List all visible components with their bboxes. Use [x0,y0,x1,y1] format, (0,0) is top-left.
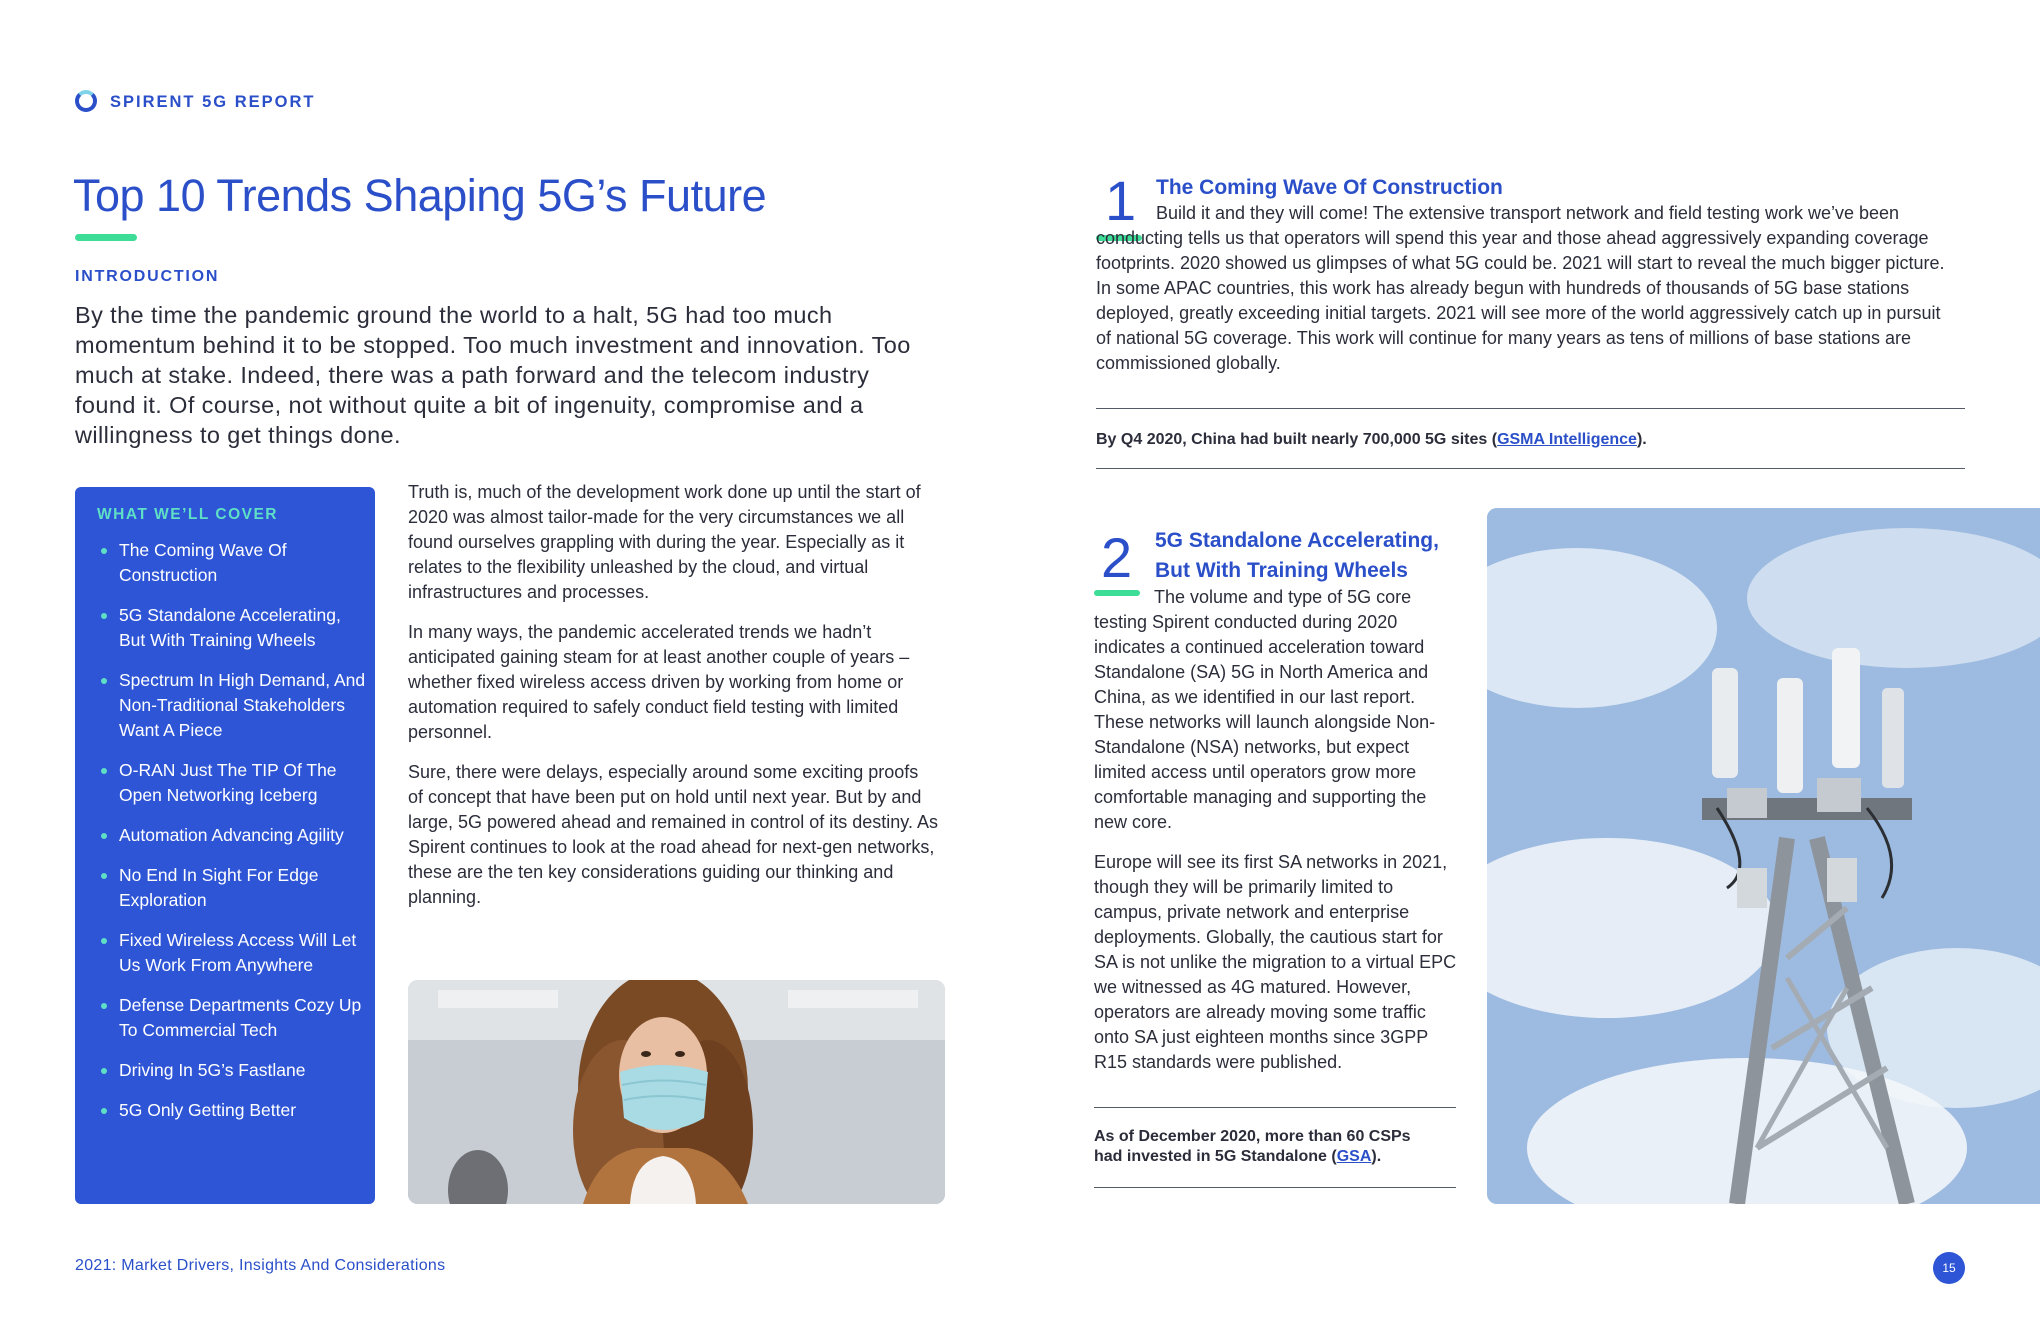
spirent-logo-icon [75,90,97,112]
trend-title: The Coming Wave Of Construction [1156,176,1503,199]
intro-body [408,480,938,925]
body-paragraph: Sure, there were delays, especially around some exciting proofs of concept that have been put on hold until next year. But by and large, 5G powered ahead and remained in control of its destiny. As Spirent continues to look at the road ahead for next-gen networks, these are the ten key considerations guiding our thinking and planning. [408,762,938,907]
cover-item[interactable]: 5G Only Getting Better [97,1098,367,1123]
cover-item[interactable]: No End In Sight For Edge Exploration [97,863,367,913]
callout-end: ). [1636,431,1647,448]
cell-tower-illustration [1487,508,2040,1204]
report-brand: SPIRENT 5G REPORT [110,93,316,111]
body-paragraph: Truth is, much of the development work done up until the start of 2020 was almost tailor-made for the very circumstances we all found ourselves grappling with during the year. Especially as it relates to the flexibility unleashed by the cloud, and virtual infrastructures and processes. [408,482,921,602]
page-number: 15 [1933,1252,1965,1284]
body-paragraph: In many ways, the pandemic accelerated trends we hadn’t anticipated gaining steam for at least another couple of years – whether fixed wireless access driven by working from home or automation required to safely conduct field testing with limited personnel. [408,622,910,742]
cover-item[interactable]: 5G Standalone Accelerating, But With Training Wheels [97,603,367,653]
trend-title: 5G Standalone Accelerating, But With Training Wheels [1155,529,1439,582]
page-title: Top 10 Trends Shaping 5G’s Future [73,170,767,221]
trend-body [1094,585,1464,1075]
gsa-link[interactable]: GSA [1336,1148,1372,1165]
footer-text: 2021: Market Drivers, Insights And Considerations [75,1257,446,1274]
cover-list [97,538,367,1138]
intro-kicker: INTRODUCTION [75,268,220,285]
cell-tower-photo [1487,508,2040,1204]
body-paragraph: Europe will see its first SA networks in 2021, though they will be primarily limited to campus, private network and enterprise deployments. Globally, the cautious start for SA is not unlike the migration to a virtual EPC we witnessed as 4G matured. However, operators are already moving some traffic onto SA just eighteen months since 3GPP R15 standards were published. [1094,852,1457,1072]
trend-callout [1094,1127,1434,1167]
callout-rule-top [1094,1107,1456,1108]
trend-number: 1 [1105,169,1137,232]
cover-item[interactable]: Defense Departments Cozy Up To Commercial Tech [97,993,367,1043]
cover-item[interactable]: Driving In 5G’s Fastlane [97,1058,367,1083]
masked-woman-photo [408,980,945,1204]
trend-number: 2 [1101,526,1133,589]
title-accent-bar [75,234,137,241]
cover-item[interactable]: Fixed Wireless Access Will Let Us Work From Anywhere [97,928,367,978]
callout-rule-bottom [1096,468,1965,469]
cover-item[interactable]: The Coming Wave Of Construction [97,538,367,588]
callout-end: ). [1371,1148,1382,1165]
trend-body: Build it and they will come! The extensive transport network and field testing work we’ve been conducting tells us that operators will spend this year and those ahead aggressively expanding coverage footprints. 2020 showed us glimpses of what 5G could be. 2021 will start to reveal the much bigger picture. In some APAC countries, this work has already begun with hundreds of thousands of 5G base stations deployed, greatly exceeding initial targets. 2021 will see more of the world aggressively catch up in pursuit of national 5G coverage. This work will continue for many years as tens of millions of base stations are commissioned globally. [1096,203,1945,373]
body-paragraph: The volume and type of 5G core testing Spirent conducted during 2020 indicates a continued acceleration toward Standalone (SA) 5G in North America and China, as we identified in our last report. These networks will launch alongside Non-Standalone (NSA) networks, but expect limited access until operators grow more comfortable managing and supporting the new core. [1094,587,1436,832]
cover-item[interactable]: Spectrum In High Demand, And Non-Traditional Stakeholders Want A Piece [97,668,367,743]
masked-woman-illustration [408,980,945,1204]
callout-text: By Q4 2020, China had built nearly 700,000 5G sites ( [1096,431,1498,448]
cover-kicker: WHAT WE’LL COVER [97,506,278,523]
callout-rule-top [1096,408,1965,409]
gsma-intelligence-link[interactable]: GSMA Intelligence [1497,431,1637,448]
cover-panel [75,487,375,1204]
trend-callout [1096,430,1965,450]
intro-lead: By the time the pandemic ground the world to a halt, 5G had too much momentum behind it to be stopped. Too much investment and innovation. Too much at stake. Indeed, there was a path forward and the telecom industry found it. Of course, not without quite a bit of ingenuity, compromise and a willingness to get things done. [75,302,911,448]
callout-rule-bottom [1094,1187,1456,1188]
cover-item[interactable]: Automation Advancing Agility [97,823,367,848]
callout-text: As of December 2020, more than 60 CSPs had invested in 5G Standalone ( [1094,1128,1411,1165]
cover-item[interactable]: O-RAN Just The TIP Of The Open Networking Iceberg [97,758,367,808]
